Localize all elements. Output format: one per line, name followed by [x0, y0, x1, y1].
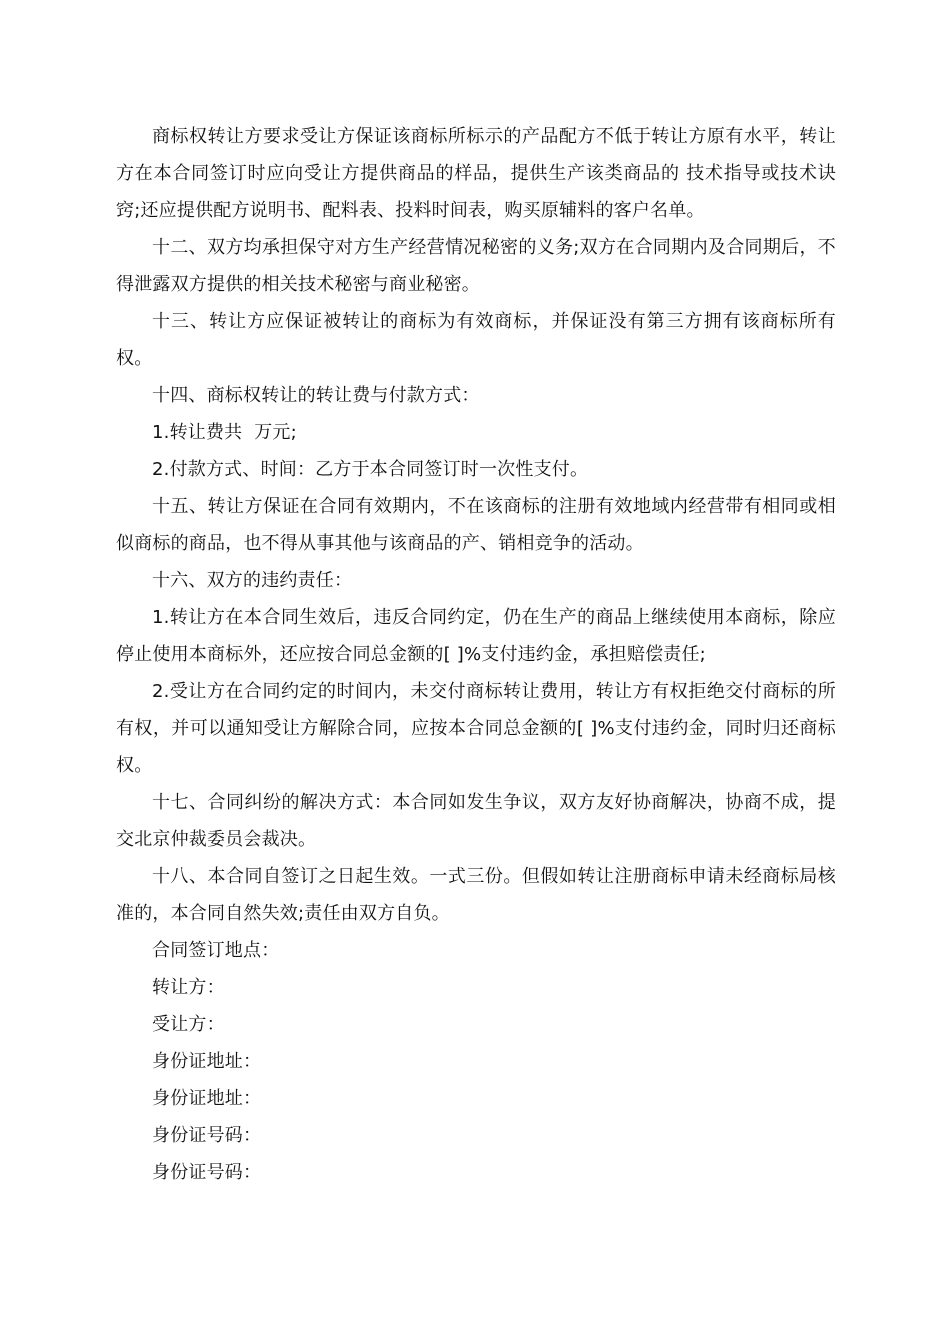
field-id-number-1: 身份证号码：: [152, 1125, 262, 1146]
paragraph-effectiveness: 十八、本合同自签订之日起生效。一式三份。但假如转让注册商标申请未经商标局核准的，本合同自然失效;责任由双方自负。: [116, 866, 836, 924]
field-transferee: 受让方：: [152, 1014, 225, 1035]
paragraph-dispute-resolution: 十七、合同纠纷的解决方式：本合同如发生争议，双方友好协商解决，协商不成，提交北京仲裁委员会裁决。: [116, 792, 836, 850]
paragraph-liability-transferor: 1.转让方在本合同生效后，违反合同约定，仍在生产的商品上继续使用本商标，除应停止使用本商标外，还应按合同总金额的[ ]%支付违约金，承担赔偿责任;: [116, 607, 836, 665]
paragraph-quality-guarantee: 商标权转让方要求受让方保证该商标所标示的产品配方不低于转让方原有水平，转让方在本合同签订时应向受让方提供商品的样品，提供生产该类商品的 技术指导或技术诀窍;还应提供配方说明书、配料表、投料时间表，购买原辅料的客户名单。: [116, 126, 836, 221]
field-id-address-2: 身份证地址：: [152, 1088, 262, 1109]
paragraph-fee-amount: 1.转让费共 万元;: [152, 422, 297, 443]
paragraph-confidentiality: 十二、双方均承担保守对方生产经营情况秘密的义务;双方在合同期内及合同期后，不得泄露双方提供的相关技术秘密与商业秘密。: [116, 237, 836, 295]
field-id-number-2: 身份证号码：: [152, 1162, 262, 1183]
paragraph-liability-heading: 十六、双方的违约责任：: [152, 570, 353, 591]
paragraph-non-compete: 十五、转让方保证在合同有效期内，不在该商标的注册有效地域内经营带有相同或相似商标的商品，也不得从事其他与该商品的产、销相竞争的活动。: [116, 496, 836, 554]
field-id-address-1: 身份证地址：: [152, 1051, 262, 1072]
paragraph-liability-transferee: 2.受让方在合同约定的时间内，未交付商标转让费用，转让方有权拒绝交付商标的所有权，并可以通知受让方解除合同，应按本合同总金额的[ ]%支付违约金，同时归还商标权。: [116, 681, 836, 776]
paragraph-fee-heading: 十四、商标权转让的转让费与付款方式：: [152, 385, 480, 406]
field-transferor: 转让方：: [152, 977, 225, 998]
contract-page: [116, 118, 836, 1191]
paragraph-valid-trademark: 十三、转让方应保证被转让的商标为有效商标，并保证没有第三方拥有该商标所有权。: [116, 311, 836, 369]
paragraph-payment-method: 2.付款方式、时间：乙方于本合同签订时一次性支付。: [152, 459, 589, 480]
field-signing-place: 合同签订地点：: [152, 940, 280, 961]
